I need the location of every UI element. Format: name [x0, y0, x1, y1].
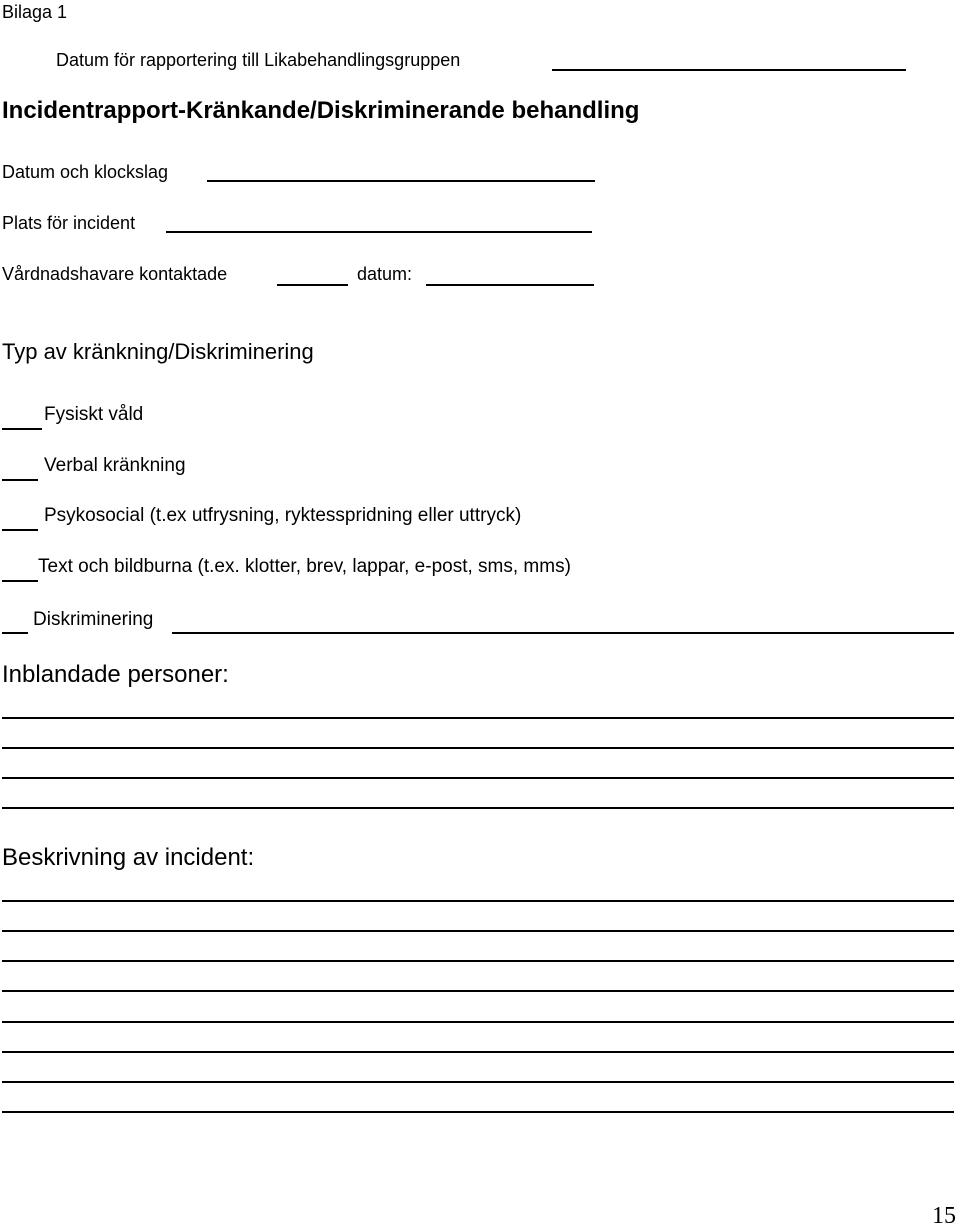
- option-text-image: Text och bildburna (t.ex. klotter, brev, lappar, e-post, sms, mms): [38, 556, 571, 577]
- report-date-field[interactable]: [552, 69, 906, 71]
- description-line[interactable]: [2, 1081, 954, 1083]
- guardian-contacted-label: Vårdnadshavare kontaktade: [2, 264, 228, 284]
- report-date-label: Datum för rapportering till Likabehandlingsgruppen: [56, 50, 461, 70]
- checkbox-line-verbal[interactable]: [2, 479, 38, 481]
- option-physical-violence: Fysiskt våld: [44, 404, 144, 425]
- option-discrimination: Diskriminering: [33, 609, 154, 630]
- checkbox-line-psychosocial[interactable]: [2, 529, 38, 531]
- discrimination-field[interactable]: [172, 632, 954, 634]
- page-title: Incidentrapport-Kränkande/Diskriminerande behandling: [2, 97, 640, 124]
- option-psychosocial: Psykosocial (t.ex utfrysning, ryktesspridning eller uttryck): [44, 505, 522, 526]
- type-heading: Typ av kränkning/Diskriminering: [2, 339, 314, 364]
- page-number: 15: [932, 1203, 956, 1229]
- description-line[interactable]: [2, 1021, 954, 1023]
- persons-line[interactable]: [2, 807, 954, 809]
- guardian-contacted-field[interactable]: [277, 284, 348, 286]
- description-heading: Beskrivning av incident:: [2, 844, 255, 871]
- persons-line[interactable]: [2, 747, 954, 749]
- description-line[interactable]: [2, 990, 954, 992]
- description-line[interactable]: [2, 900, 954, 902]
- checkbox-line-text-image[interactable]: [2, 580, 38, 582]
- description-line[interactable]: [2, 960, 954, 962]
- description-line[interactable]: [2, 930, 954, 932]
- place-label: Plats för incident: [2, 213, 136, 233]
- datetime-field[interactable]: [207, 180, 595, 182]
- checkbox-line-physical[interactable]: [2, 428, 42, 430]
- guardian-date-field[interactable]: [426, 284, 594, 286]
- guardian-date-label: datum:: [357, 264, 413, 284]
- description-line[interactable]: [2, 1051, 954, 1053]
- persons-heading: Inblandade personer:: [2, 661, 229, 688]
- description-line[interactable]: [2, 1111, 954, 1113]
- checkbox-line-discrimination[interactable]: [2, 632, 28, 634]
- option-verbal: Verbal kränkning: [44, 455, 186, 476]
- datetime-label: Datum och klockslag: [2, 162, 169, 182]
- appendix-label: Bilaga 1: [2, 2, 68, 22]
- persons-line[interactable]: [2, 717, 954, 719]
- place-field[interactable]: [166, 231, 592, 233]
- persons-line[interactable]: [2, 777, 954, 779]
